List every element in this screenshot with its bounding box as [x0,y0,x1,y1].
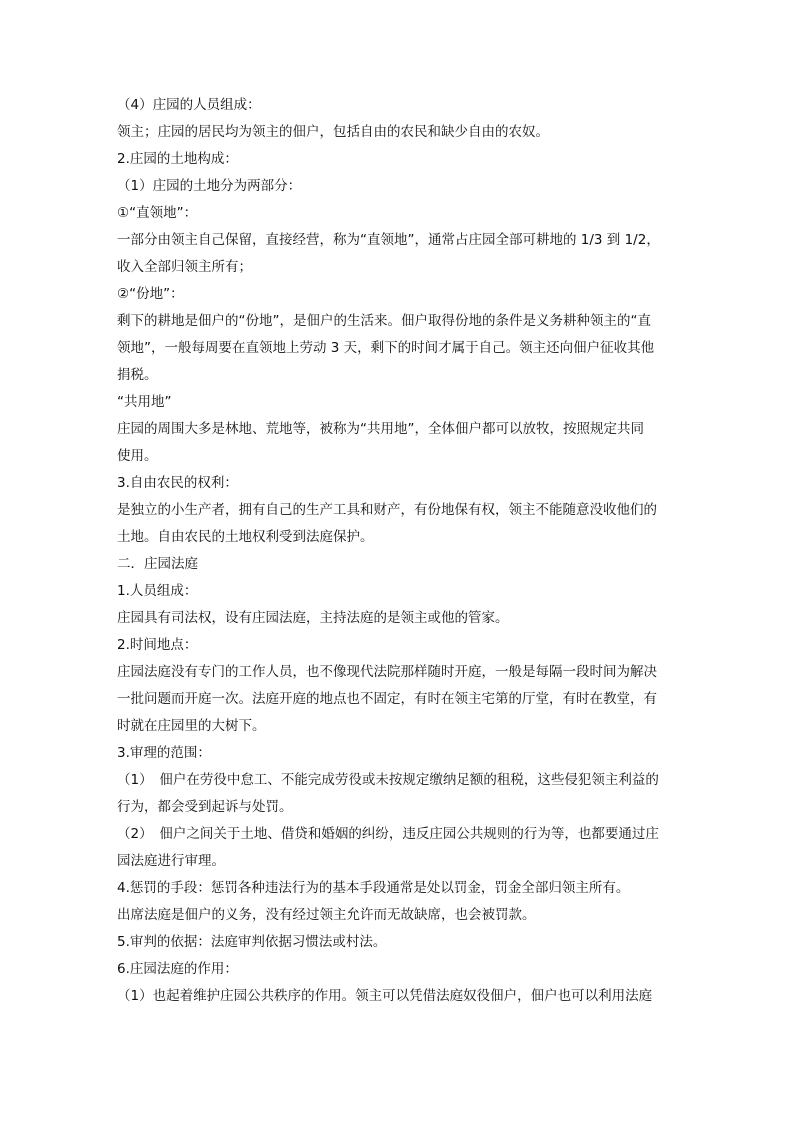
section-heading-personnel: （4）庄园的人员组成： [117,97,261,113]
section-heading-role: 6.庄园法庭的作用： [117,961,238,977]
paragraph-line: 一部分由领主自己保留，直接经营，称为“直领地”，通常占庄园全部可耕地的 1/3 到 1/2， [117,232,660,248]
subheading-land-parts: （1）庄园的土地分为两部分： [117,178,302,194]
paragraph-line: 收入全部归领主所有； [117,259,252,275]
paragraph-line: 出席法庭是佃户的义务，没有经过领主允许而无故缺席，也会被罚款。 [117,907,536,923]
list-item-line: （1） 佃户在劳役中怠工、不能完成劳役或未按规定缴纳足额的租税，这些侵犯领主利益的 [117,772,659,788]
section-heading-basis: 5.审判的依据：法庭审判依据习惯法或村法。 [117,934,387,950]
paragraph-line: 使用。 [117,448,158,464]
paragraph-line: 捐税。 [117,367,158,383]
section-heading-rights: 3.自由农民的权利： [117,475,238,491]
section-heading-punishment: 4.惩罚的手段：惩罚各种违法行为的基本手段通常是处以罚金，罚金全部归领主所有。 [117,880,630,896]
paragraph-line: 庄园法庭没有专门的工作人员，也不像现代法院那样随时开庭，一般是每隔一段时间为解决 [117,664,657,680]
paragraph-line: 土地。自由农民的土地权利受到法庭保护。 [117,529,374,545]
list-item-line: 行为，都会受到起诉与处罚。 [117,799,293,815]
paragraph-line: 庄园的周围大多是林地、荒地等，被称为“共用地”，全体佃户都可以放牧，按照规定共同 [117,421,644,437]
paragraph-line: 剩下的耕地是佃户的“份地”，是佃户的生活来。佃户取得份地的条件是义务耕种领主的“直 [117,313,651,329]
section-heading-time-place: 2.时间地点： [117,637,198,653]
item-heading-holding: ②“份地”： [117,286,184,302]
paragraph-line: 领地”，一般每周要在直领地上劳动 3 天，剩下的时间才属于自己。领主还向佃户征收其他 [117,340,655,356]
paragraph-line: 一批问题而开庭一次。法庭开庭的地点也不固定，有时在领主宅第的厅堂，有时在教堂，有 [117,691,657,707]
item-heading-demesne: ①“直领地”： [117,205,198,221]
item-heading-common-land: “共用地” [117,394,172,410]
paragraph-line: 庄园具有司法权，设有庄园法庭，主持法庭的是领主或他的管家。 [117,610,509,626]
list-item-line: （1）也起着维护庄园公共秩序的作用。领主可以凭借法庭奴役佃户，佃户也可以利用法庭 [117,988,653,1004]
chapter-heading-manor-court: 二．庄园法庭 [117,556,198,572]
section-heading-land: 2.庄园的土地构成： [117,151,238,167]
paragraph-line: 领主；庄园的居民均为领主的佃户，包括自由的农民和缺少自由的农奴。 [117,124,549,140]
document-body [117,92,679,1010]
list-item-line: （2） 佃户之间关于土地、借贷和婚姻的纠纷，违反庄园公共规则的行为等，也都要通过庄 [117,826,659,842]
section-heading-court-personnel: 1.人员组成： [117,583,198,599]
section-heading-scope: 3.审理的范围： [117,745,211,761]
paragraph-line: 时就在庄园里的大树下。 [117,718,266,734]
list-item-line: 园法庭进行审理。 [117,853,225,869]
paragraph-line: 是独立的小生产者，拥有自己的生产工具和财产，有份地保有权，领主不能随意没收他们的 [117,502,657,518]
